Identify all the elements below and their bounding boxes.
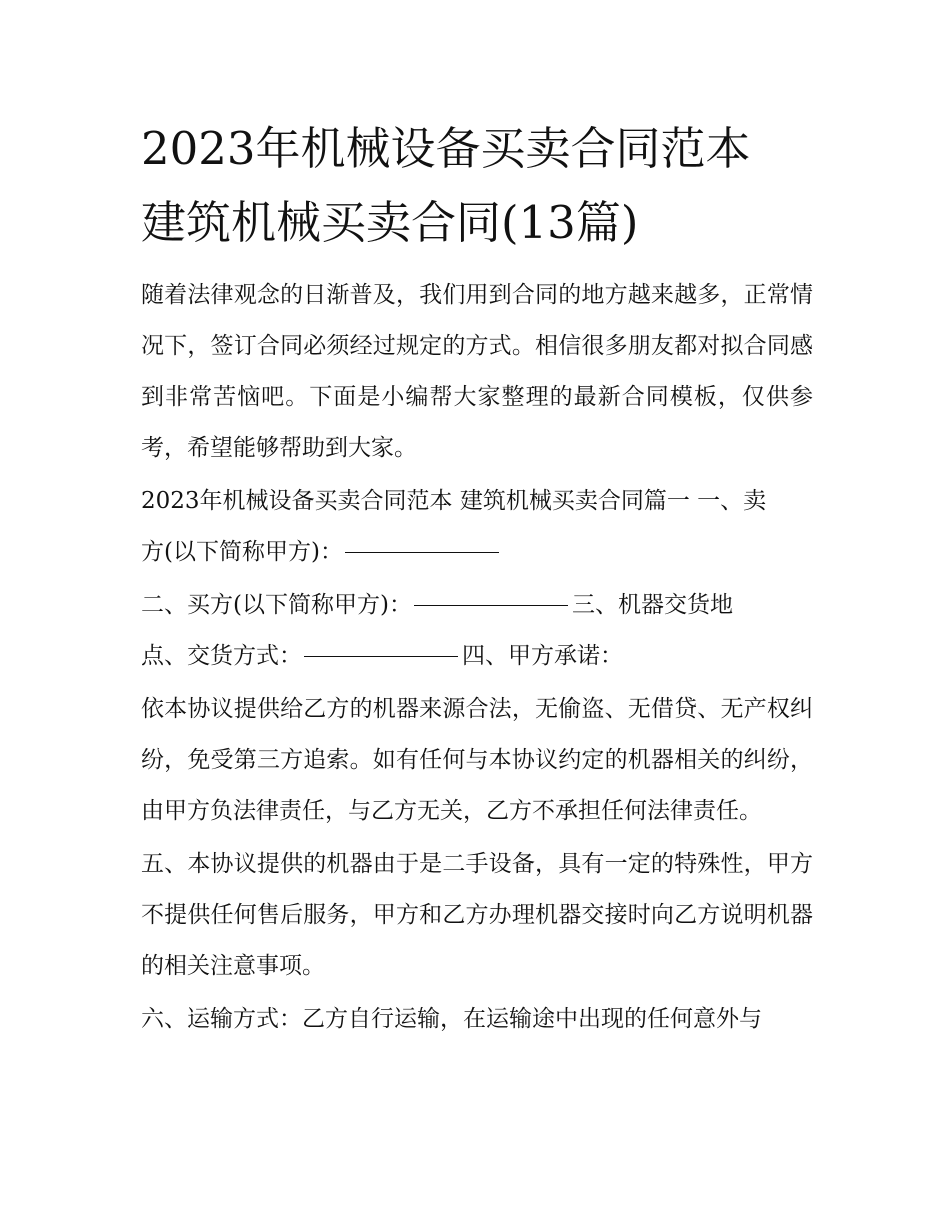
section-1-line-1: 2023年机械设备买卖合同范本 建筑机械买卖合同篇一 一、卖 (141, 488, 767, 514)
document-page (141, 112, 813, 1047)
title-line-2: 建筑机械买卖合同(13篇) (141, 196, 639, 249)
intro-paragraph: 随着法律观念的日渐普及，我们用到合同的地方越来越多，正常情况下，签订合同必须经过规定的方式。相信很多朋友都对拟合同感到非常苦恼吧。下面是小编帮大家整理的最新合同模板，仅供参考，希望能够帮助到大家。 (141, 282, 813, 461)
seller-label: 方(以下简称甲方)： (141, 539, 343, 565)
seller-blank (345, 551, 499, 553)
seller-promise-label: 四、甲方承诺： (462, 643, 623, 669)
clause-4-paragraph: 依本协议提供给乙方的机器来源合法，无偷盗、无借贷、无产权纠纷，免受第三方追索。如有任何与本协议约定的机器相关的纠纷，由甲方负法律责任，与乙方无关，乙方不承担任何法律责任。 (141, 696, 813, 824)
section-2-paragraph (141, 580, 813, 682)
section-1-paragraph (141, 476, 813, 578)
section-1-line-2 (141, 527, 813, 578)
title-line-1: 2023年机械设备买卖合同范本 (141, 122, 751, 175)
delivery-place-label: 三、机器交货地 (571, 592, 733, 618)
clause-5-paragraph: 五、本协议提供的机器由于是二手设备，具有一定的特殊性，甲方不提供任何售后服务，甲方和乙方办理机器交接时向乙方说明机器的相关注意事项。 (141, 851, 813, 979)
delivery-method-label: 点、交货方式： (141, 643, 302, 669)
section-2-line-1 (141, 580, 813, 631)
buyer-label: 二、买方(以下简称甲方)： (141, 592, 412, 618)
buyer-blank (414, 604, 568, 606)
section-2-line-2 (141, 631, 813, 682)
clause-6-paragraph: 六、运输方式：乙方自行运输，在运输途中出现的任何意外与 (141, 1006, 762, 1032)
delivery-method-blank (304, 655, 458, 657)
document-title (141, 112, 813, 260)
